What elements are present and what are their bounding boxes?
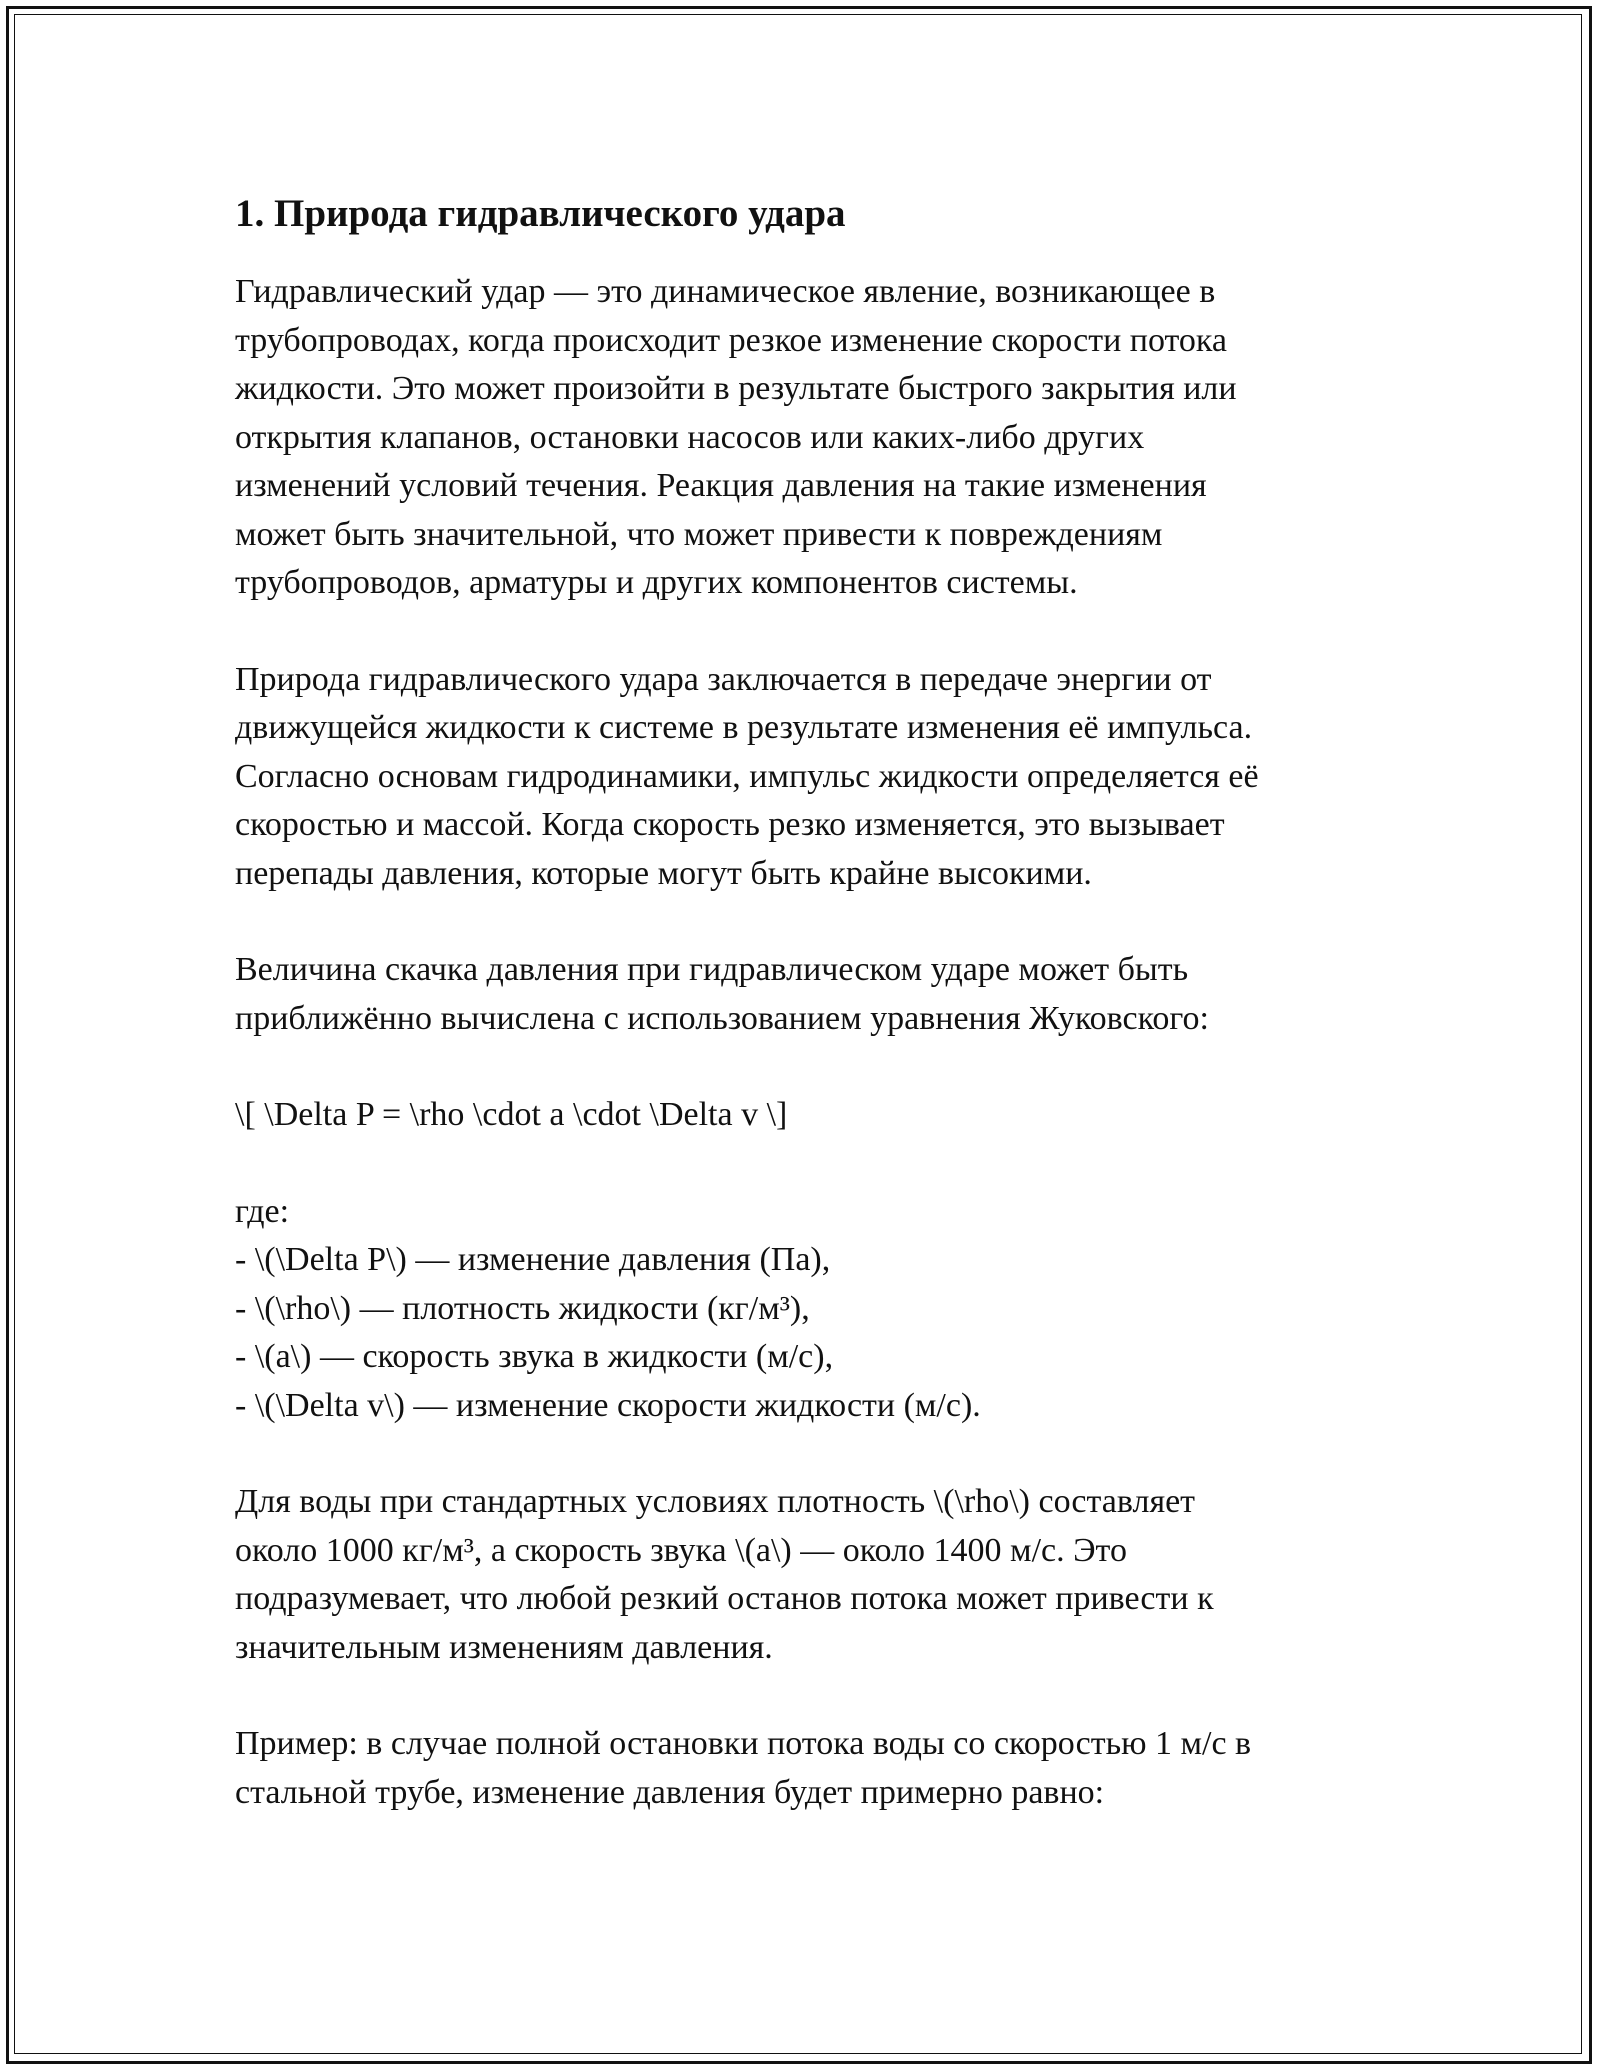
definition-item-rho: - \(\rho\) — плотность жидкости (кг/м³), [235,1289,810,1327]
section-heading: 1. Природа гидравлического удара [235,192,846,235]
zhukovsky-formula: \[ \Delta P = \rho \cdot a \cdot \Delta v \] [235,1096,788,1133]
paragraph-water-values: Для воды при стандартных условиях плотность \(\rho\) составляет около 1000 кг/м³, а скорость звука \(a\) — около 1400 м/с. Это подразумевает, что любой резкий останов потока может привести к значительным изменениям давления. [235,1483,1214,1666]
definition-item-delta-p: - \(\Delta P\) — изменение давления (Па), [235,1241,831,1278]
paragraph-nature: Природа гидравлического удара заключается в передаче энергии от движущейся жидкости к системе в результате изменения её импульса. Согласно основам гидродинамики, импульс жидкости определяется её скоростью и массой. Когда скорость резко изменяется, это вызывает перепады давления, которые могут быть крайне высокими. [235,660,1259,892]
paragraph-definition: Гидравлический удар — это динамическое явление, возникающее в трубопроводах, когда происходит резкое изменение скорости потока жидкости. Это может произойти в результате быстрого закрытия или открытия клапанов, остановки насосов или каких-либо других изменений условий течения. Реакция давления на такие изменения может быть значительной, что может привести к повреждениям трубопроводов, арматуры и других компонентов системы. [235,273,1237,601]
document-body [235,188,1415,1865]
definitions-list [235,1188,1415,1431]
definitions-intro: где: [235,1192,290,1230]
paragraph-example: Пример: в случае полной остановки потока воды со скоростью 1 м/с в стальной трубе, изменение давления будет примерно равно: [235,1725,1252,1811]
definition-item-delta-v: - \(\Delta v\) — изменение скорости жидкости (м/с). [235,1386,981,1424]
definition-item-a: - \(a\) — скорость звука в жидкости (м/с), [235,1338,834,1375]
paragraph-zhukovsky-intro: Величина скачка давления при гидравлическом ударе может быть приближённо вычислена с использованием уравнения Жуковского: [235,951,1209,1037]
